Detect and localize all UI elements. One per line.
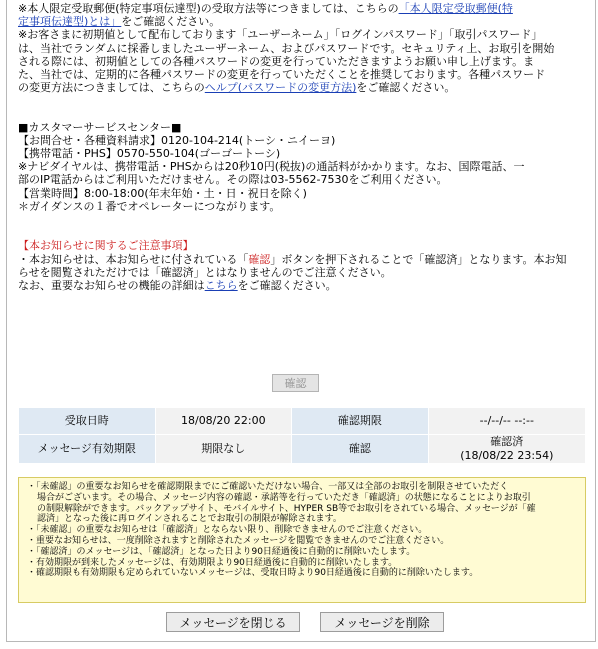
confirm-status: 確認済 (18/08/22 23:54)	[428, 435, 585, 464]
cs-line: ※ナビダイヤルは、携帯電話・PHSからは20秒10円(税抜)の通話料がかかります。なお、国際電話、一	[18, 160, 525, 174]
message-info-table	[18, 407, 586, 464]
message-line: た、当社では、定期的に各種パスワードの変更を行っていただくことを推奨しております。各種パスワード	[18, 67, 546, 81]
note-line: ・「確認済」のメッセージは、「確認済」となった日より90日経過後に自動的に削除いたします。	[27, 546, 416, 557]
details-link[interactable]: こちら	[204, 278, 238, 292]
notice-line: らせを閲覧されただけでは「確認済」とはなりませんのでご注意ください。	[18, 265, 392, 279]
note-line: の制限解除ができます。バックアップサイト、モバイルサイト、HYPER SB等でお取引をされている場合、メッセージが「確	[37, 503, 536, 514]
message-body	[18, 2, 584, 292]
cs-line: 部のIP電話からはご利用いただけません。その際は03-5562-7530をご利用ください。	[18, 173, 448, 187]
delete-message-button[interactable]: メッセージを削除	[320, 612, 444, 632]
message-line: の変更方法につきましては、こちらのヘルプ(パスワードの変更方法)をご確認ください。	[18, 81, 456, 95]
close-message-button[interactable]: メッセージを閉じる	[166, 612, 300, 632]
note-line: ・重要なお知らせは、一度削除されますと削除されたメッセージを閲覧できませんのでご注意ください。	[27, 535, 450, 546]
note-line: 認済」となった後に再ログインされることでお取引の制限が解除されます。	[37, 514, 342, 525]
message-line: ※本人限定受取郵便(特定事項伝達型)の受取方法等につきましては、こちらの「本人限定受取郵便(特	[18, 2, 513, 15]
note-line: 場合がございます。その場合、メッセージ内容の確認・承諾等を行っていただき「確認済」の状態になることによりお取引	[37, 492, 531, 503]
message-line: は、当社でランダムに採番しましたユーザーネーム、およびパスワードです。セキュリティ上、お取引を開始	[18, 41, 555, 55]
honnin-link-cont[interactable]: 定事項伝達型)とは」	[18, 15, 122, 29]
note-line: ・「未確認」の重要なお知らせを確認期限までにご確認いただけない場合、一部又は全部のお取引を制限させていただく	[27, 482, 509, 492]
cs-title: ■カスタマーサービスセンター■	[18, 120, 182, 134]
honnin-link[interactable]: 「本人限定受取郵便(特	[398, 2, 513, 15]
notes-box	[18, 477, 586, 603]
message-line: 定事項伝達型)とは」をご確認ください。	[18, 15, 221, 29]
received-value: 18/08/20 22:00	[155, 408, 292, 435]
notice-line: なお、重要なお知らせの機能の詳細はこちらをご確認ください。	[18, 278, 337, 292]
message-line: される際には、初期値としての各種パスワードの変更を行っていただきますようお願い申し上げます。ま	[18, 54, 535, 68]
note-line: ・有効期限が到来したメッセージは、有効期限より90日経過後に自動的に削除いたします。	[27, 557, 398, 568]
validity-label: メッセージ有効期限	[19, 435, 156, 464]
note-line: ・確認期限も有効期限も定められていないメッセージは、受取日時より90日経過後に自動的に削除いたします。	[27, 568, 479, 579]
cs-line: 【営業時間】8:00-18:00(年末年始・土・日・祝日を除く)	[18, 186, 307, 200]
notice-title: 【本お知らせに関するご注意事項】	[18, 239, 194, 253]
deadline-value: --/--/-- --:--	[428, 408, 585, 435]
deadline-label: 確認期限	[292, 408, 429, 435]
validity-value: 期限なし	[155, 435, 292, 464]
cs-line: 【お問合せ・各種資料請求】0120-104-214(トーシ・ニイーヨ)	[18, 133, 336, 147]
note-line: ・「未確認」の重要なお知らせは「確認済」とならない限り、削除できませんのでご注意ください。	[27, 525, 428, 536]
notice-line: ・本お知らせは、本お知らせに付されている「確認」ボタンを押下されることで「確認済」となります。本お知	[18, 252, 567, 266]
cs-line: 【携帯電話・PHS】0570-550-104(ゴーゴートーシ)	[18, 147, 281, 161]
message-line: ※お客さまに初期値として配布しております「ユーザーネーム」「ログインパスワード」「取引パスワード」	[18, 28, 543, 42]
cs-line: ＊ガイダンスの１番でオペレーターにつながります。	[18, 199, 281, 213]
confirm-label: 確認	[292, 435, 429, 464]
received-label: 受取日時	[19, 408, 156, 435]
confirm-button[interactable]: 確認	[272, 374, 319, 392]
help-link[interactable]: ヘルプ(パスワードの変更方法)	[204, 81, 357, 95]
